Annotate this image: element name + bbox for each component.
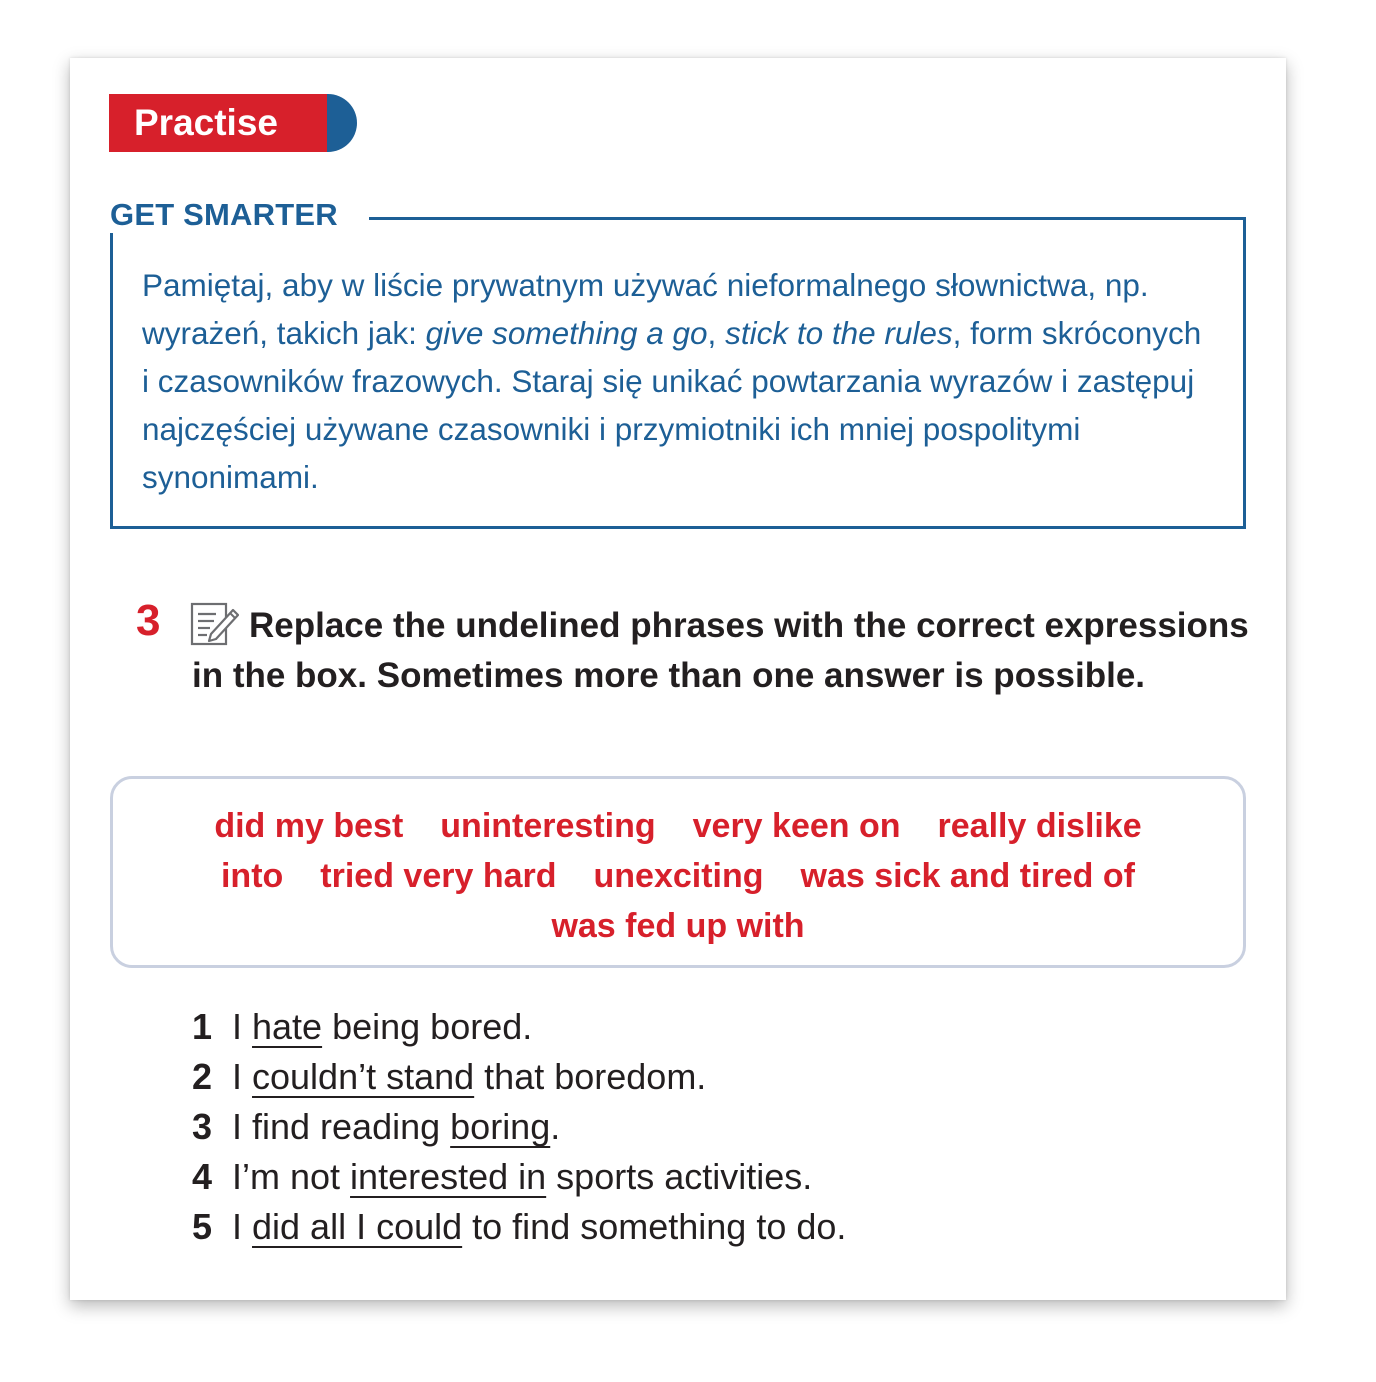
- word-box-item: unexciting: [593, 857, 764, 895]
- word-box-item: uninteresting: [440, 807, 656, 845]
- practise-badge: [109, 94, 357, 152]
- sentence-underlined-phrase: did all I could: [252, 1206, 463, 1247]
- sentence-text-after: being bored.: [322, 1006, 533, 1047]
- sentence-number: 4: [192, 1156, 213, 1197]
- word-box-item: did my best: [214, 807, 404, 845]
- sentence-text-before: I find reading: [232, 1106, 451, 1147]
- sentence-text-before: I’m not: [232, 1156, 351, 1197]
- practise-badge-label: Practise: [109, 94, 327, 152]
- sentence-text-before: I: [232, 1206, 253, 1247]
- get-smarter-separator: ,: [707, 315, 726, 351]
- sentence-item: [192, 1202, 1192, 1252]
- sentence-underlined-phrase: hate: [252, 1006, 323, 1047]
- exercise-instruction: Replace the undelined phrases with the correct expressions in the box. Sometimes more than one answer is possible.: [192, 606, 1249, 695]
- word-box-item: was sick and tired of: [800, 857, 1135, 895]
- word-box: [110, 776, 1246, 968]
- sentence-underlined-phrase: interested in: [350, 1156, 547, 1197]
- get-smarter-example-1: give something a go: [425, 315, 708, 351]
- sentence-item: [192, 1102, 1192, 1152]
- sentence-list: [192, 1002, 1192, 1252]
- get-smarter-example-2: stick to the rules: [725, 315, 953, 351]
- word-row: [113, 801, 1243, 851]
- sentence-item: [192, 1002, 1192, 1052]
- word-box-item: really dislike: [937, 807, 1142, 845]
- sentence-text-after: .: [550, 1106, 561, 1147]
- word-row: [113, 901, 1243, 951]
- sentence-text-after: sports activities.: [546, 1156, 813, 1197]
- sentence-underlined-phrase: couldn’t stand: [252, 1056, 475, 1097]
- get-smarter-text: [142, 261, 1212, 501]
- sentence-underlined-phrase: boring: [450, 1106, 551, 1147]
- word-box-rows: [113, 801, 1243, 951]
- get-smarter-box: [110, 217, 1246, 529]
- sentence-text-before: I: [232, 1006, 253, 1047]
- sentence-number: 3: [192, 1106, 213, 1147]
- sentence-number: 1: [192, 1006, 213, 1047]
- word-box-item: was fed up with: [551, 907, 805, 945]
- sentence-item: [192, 1152, 1192, 1202]
- sentence-text-before: I: [232, 1056, 253, 1097]
- get-smarter-text-after: , form skróconych i czasowników frazowych. Staraj się unikać powtarzania wyrazów i zastępuj najczęściej używane czasowniki i przymiotniki ich mniej pospolitymi synonimami.: [142, 315, 1202, 495]
- get-smarter-title: GET SMARTER: [110, 197, 352, 233]
- sentence-text-after: that boredom.: [474, 1056, 707, 1097]
- sentence-number: 2: [192, 1056, 213, 1097]
- practise-badge-tab: [327, 94, 357, 152]
- get-smarter-text-before: Pamiętaj, aby w liście prywatnym używać nieformalnego słownictwa, np. wyrażeń, takich jak:: [142, 267, 1149, 351]
- word-box-item: very keen on: [692, 807, 901, 845]
- word-row: [113, 851, 1243, 901]
- sentence-text-after: to find something to do.: [462, 1206, 847, 1247]
- exercise-page: [70, 58, 1286, 1300]
- sentence-item: [192, 1052, 1192, 1102]
- word-box-item: tried very hard: [320, 857, 557, 895]
- word-box-item: into: [220, 857, 284, 895]
- sentence-number: 5: [192, 1206, 213, 1247]
- exercise-number: 3: [136, 596, 161, 645]
- get-smarter-top-border: [369, 217, 1246, 220]
